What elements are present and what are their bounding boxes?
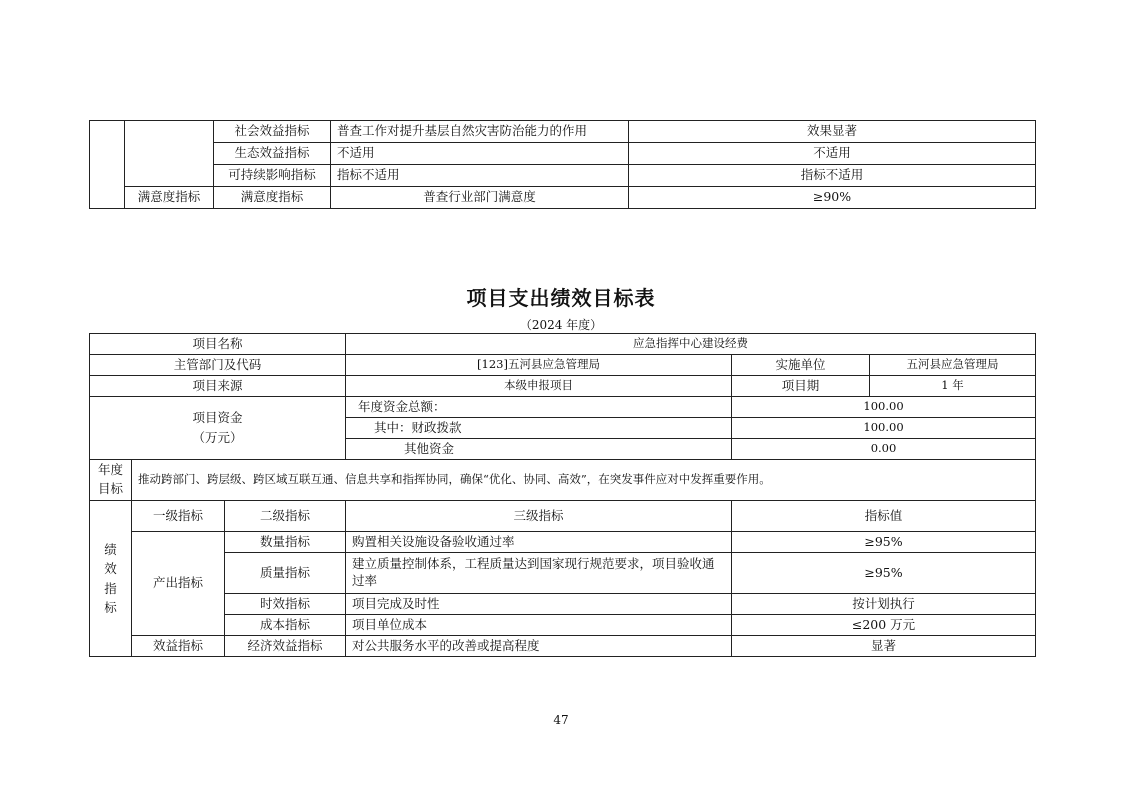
- other-funds-value: 0.00: [732, 439, 1036, 460]
- table-row: [90, 143, 1036, 165]
- output-l2: 质量指标: [225, 553, 346, 594]
- goal-label-line2: 目标: [97, 481, 123, 496]
- satisfaction-l1: 满意度指标: [125, 187, 214, 209]
- output-value: ≥95%: [732, 532, 1036, 553]
- other-funds-label: 其他资金: [346, 439, 732, 460]
- header-value: 指标值: [732, 501, 1036, 532]
- total-funds-label: 年度资金总额：: [346, 397, 732, 418]
- performance-target-table: [89, 333, 1036, 657]
- perf-side-char: 绩: [104, 541, 117, 557]
- output-value: ≤200 万元: [732, 615, 1036, 636]
- dept-value: [123]五河县应急管理局: [346, 355, 732, 376]
- benefit-l3: 对公共服务水平的改善或提高程度: [346, 636, 732, 657]
- table-row: [90, 334, 1036, 355]
- output-value: 按计划执行: [732, 594, 1036, 615]
- total-funds-value: 100.00: [732, 397, 1036, 418]
- fiscal-funds-label: 其中：财政拨款: [346, 418, 732, 439]
- perf-side-char: 标: [104, 599, 117, 615]
- impl-label: 实施单位: [732, 355, 870, 376]
- table-row: [90, 165, 1036, 187]
- period-label: 项目期: [732, 376, 870, 397]
- table-row: [90, 594, 1036, 615]
- table-row: [90, 376, 1036, 397]
- header-l2: 二级指标: [225, 501, 346, 532]
- header-l1: 一级指标: [132, 501, 225, 532]
- indicator-level3: 社会效益指标: [214, 121, 331, 143]
- goal-label: [90, 460, 132, 501]
- table-row: [90, 121, 1036, 143]
- benefit-l1: 效益指标: [132, 636, 225, 657]
- dept-label: 主管部门及代码: [90, 355, 346, 376]
- output-value: ≥95%: [732, 553, 1036, 594]
- table-row: [90, 501, 1036, 532]
- page-subtitle: （2024 年度）: [519, 318, 603, 332]
- project-name-value: 应急指挥中心建设经费: [346, 334, 1036, 355]
- satisfaction-value: ≥90%: [629, 187, 1036, 209]
- output-l3: 建立质量控制体系，工程质量达到国家现行规范要求，项目验收通过率: [346, 553, 732, 594]
- output-label: 产出指标: [132, 532, 225, 636]
- indicator-desc: 普查工作对提升基层自然灾害防治能力的作用: [331, 121, 629, 143]
- merged-cell: [125, 121, 214, 187]
- fiscal-funds-value: 100.00: [732, 418, 1036, 439]
- output-l3: 项目单位成本: [346, 615, 732, 636]
- period-value: 1 年: [870, 376, 1036, 397]
- indicator-value: 不适用: [629, 143, 1036, 165]
- goal-label-line1: 年度: [97, 462, 123, 478]
- impl-value: 五河县应急管理局: [870, 355, 1036, 376]
- indicator-desc: 不适用: [331, 143, 629, 165]
- benefit-value: 显著: [732, 636, 1036, 657]
- satisfaction-desc: 普查行业部门满意度: [331, 187, 629, 209]
- table-row: [90, 397, 1036, 418]
- table-row: [90, 636, 1036, 657]
- header-l3: 三级指标: [346, 501, 732, 532]
- table-row: [90, 187, 1036, 209]
- indicator-level3: 生态效益指标: [214, 143, 331, 165]
- indicator-value: 指标不适用: [629, 165, 1036, 187]
- table-row: [90, 532, 1036, 553]
- funds-label-line1: 项目资金: [192, 410, 243, 425]
- source-value: 本级申报项目: [346, 376, 732, 397]
- merged-cell: [90, 121, 125, 209]
- output-l3: 项目完成及时性: [346, 594, 732, 615]
- goal-text: 推动跨部门、跨层级、跨区域互联互通、信息共享和指挥协同，确保“优化、协同、高效”，在突发事件应对中发挥重要作用。: [132, 460, 1036, 501]
- table-row: [90, 355, 1036, 376]
- page-title: 项目支出绩效目标表: [466, 286, 656, 310]
- source-label: 项目来源: [90, 376, 346, 397]
- output-l2: 时效指标: [225, 594, 346, 615]
- output-l3: 购置相关设施设备验收通过率: [346, 532, 732, 553]
- perf-side-label: [90, 501, 132, 657]
- output-l2: 成本指标: [225, 615, 346, 636]
- continued-indicator-table: [89, 120, 1036, 209]
- benefit-l2: 经济效益指标: [225, 636, 346, 657]
- indicator-value: 效果显著: [629, 121, 1036, 143]
- perf-side-char: 指: [104, 580, 117, 596]
- funds-label: [90, 397, 346, 460]
- indicator-desc: 指标不适用: [331, 165, 629, 187]
- output-l2: 数量指标: [225, 532, 346, 553]
- table-row: [90, 553, 1036, 594]
- perf-side-char: 效: [104, 561, 117, 577]
- table-row: [90, 615, 1036, 636]
- satisfaction-l2: 满意度指标: [214, 187, 331, 209]
- page-number: 47: [553, 713, 569, 727]
- funds-label-line2: （万元）: [192, 430, 243, 445]
- indicator-level3: 可持续影响指标: [214, 165, 331, 187]
- table-row: [90, 460, 1036, 501]
- project-name-label: 项目名称: [90, 334, 346, 355]
